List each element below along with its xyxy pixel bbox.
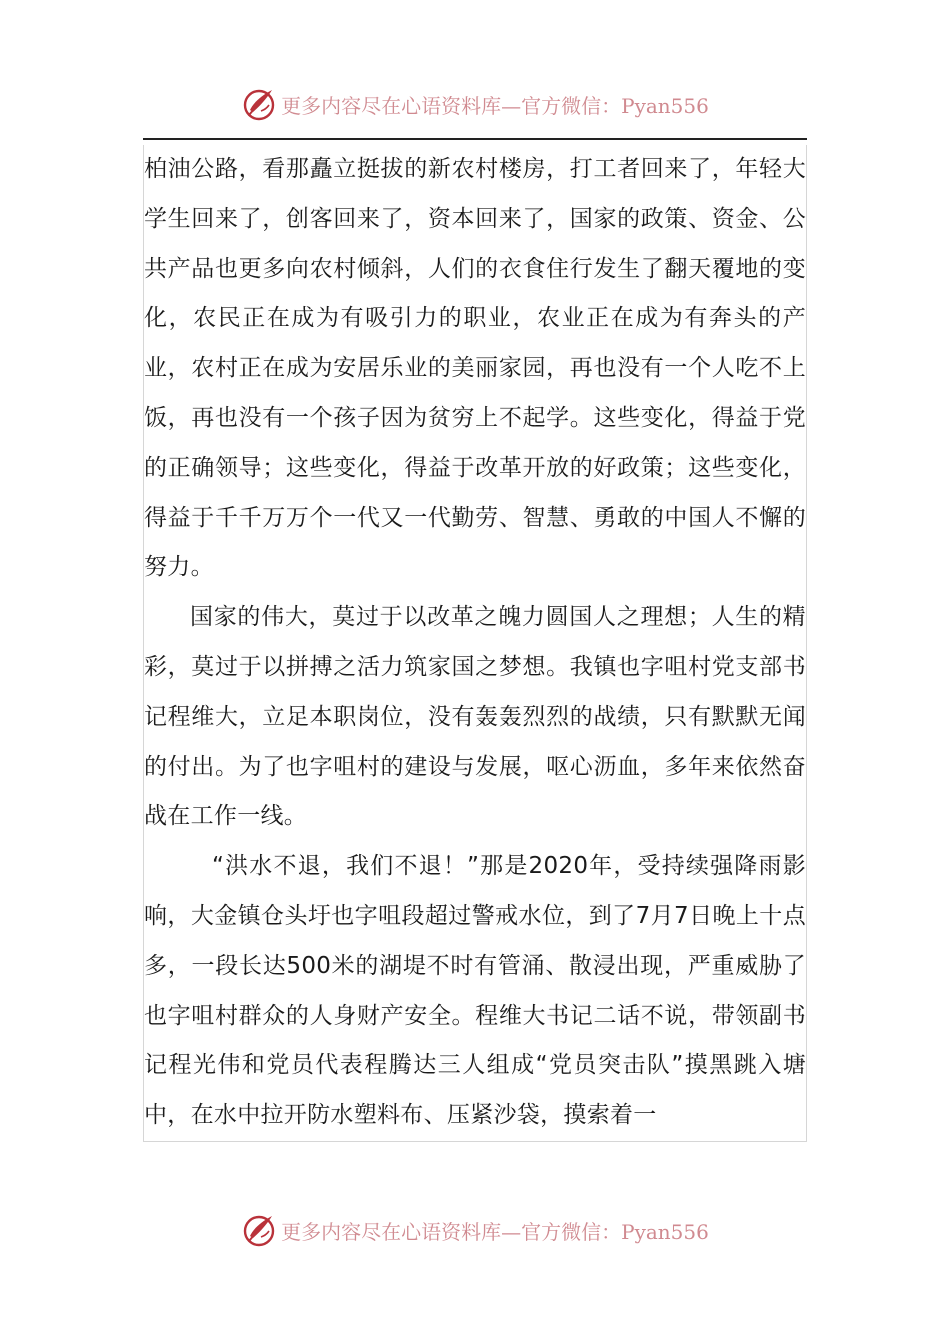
page-footer [0,1210,950,1250]
footer-brand-text: 更多内容尽在心语资料库—官方微信：Pyan556 [281,1219,709,1244]
header-brand [241,86,709,122]
quill-logo-icon [241,1212,277,1248]
quill-logo-icon [241,86,277,122]
header-divider [143,138,807,140]
page-header [0,84,950,124]
document-body [143,145,807,1142]
header-brand-text: 更多内容尽在心语资料库—官方微信：Pyan556 [281,93,709,118]
footer-brand [241,1212,709,1248]
paragraph: “洪水不退，我们不退！”那是2020年，受持续强降雨影响，大金镇仓头圩也字咀段超过警戒水位，到了7月7日晚上十点多，一段长达500米的湖堤不时有管涌、散浸出现，严重威胁了也字咀村群众的人身财产安全。程维大书记二话不说，带领副书记程光伟和党员代表程腾达三人组成“党员突击队”摸黑跳入塘中，在水中拉开防水塑料布、压紧沙袋，摸索着一 [144,853,806,1129]
paragraph: 柏油公路，看那矗立挺拔的新农村楼房，打工者回来了，年轻大学生回来了，创客回来了，资本回来了，国家的政策、资金、公共产品也更多向农村倾斜，人们的衣食住行发生了翻天覆地的变化，农民正在成为有吸引力的职业，农业正在成为有奔头的产业，农村正在成为安居乐业的美丽家园，再也没有一个人吃不上饭，再也没有一个孩子因为贫穷上不起学。这些变化，得益于党的正确领导；这些变化，得益于改革开放的好政策；这些变化，得益于千千万万个一代又一代勤劳、智慧、勇敢的中国人不懈的努力。 [144,156,806,581]
paragraph: 国家的伟大，莫过于以改革之魄力圆国人之理想；人生的精彩，莫过于以拼搏之活力筑家国之梦想。我镇也字咀村党支部书记程维大，立足本职岗位，没有轰轰烈烈的战绩，只有默默无闻的付出。为了也字咀村的建设与发展，呕心沥血，多年来依然奋战在工作一线。 [144,604,806,830]
